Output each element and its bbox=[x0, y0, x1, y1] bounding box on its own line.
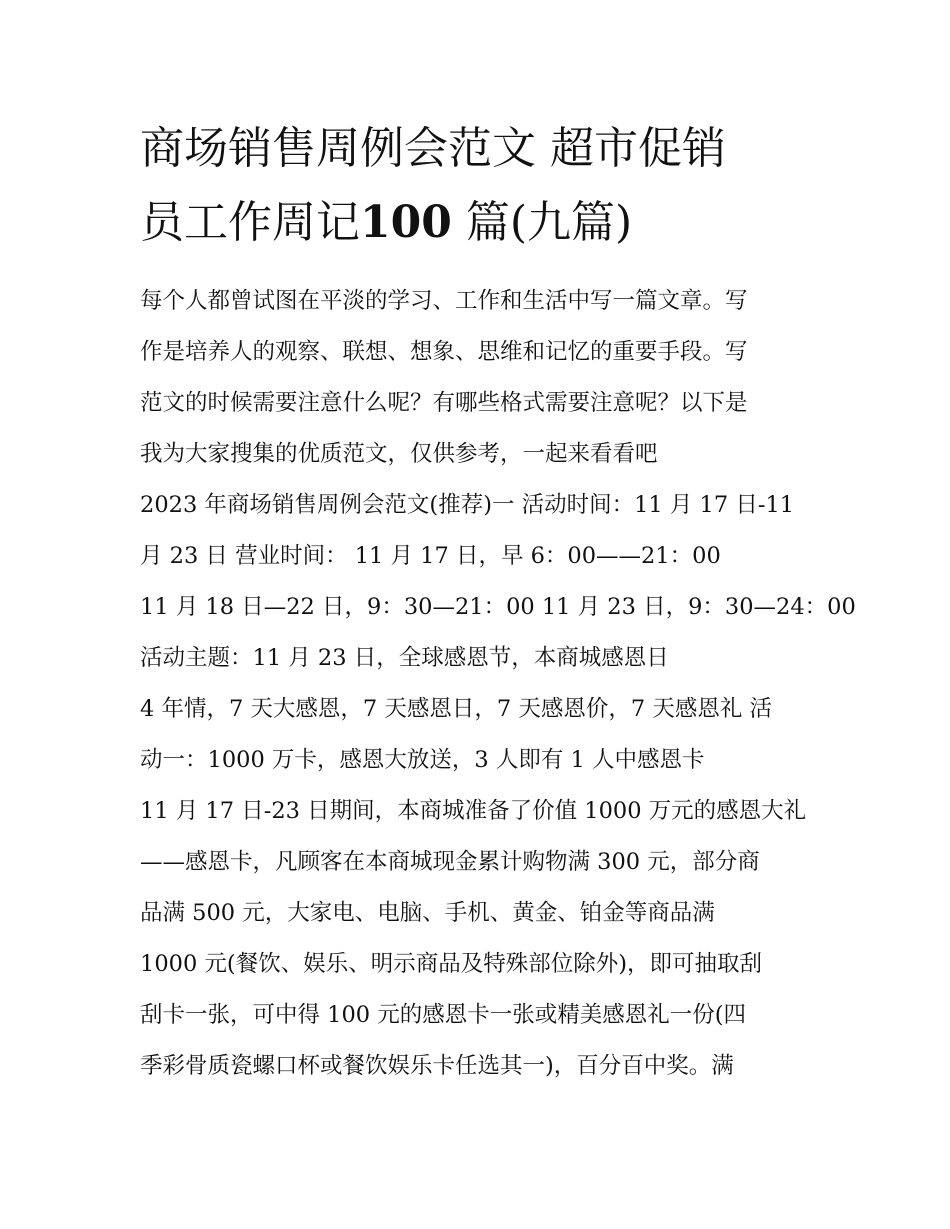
page-title bbox=[140, 112, 820, 260]
title-line-1 bbox=[140, 112, 820, 186]
title-line-1-text: 商场销售周例会范文 超市促销 bbox=[140, 123, 726, 174]
body-line: 品满 500 元，大家电、电脑、手机、黄金、铂金等商品满 bbox=[140, 900, 715, 926]
body-line: 月 23 日 营业时间： 11 月 17 日，早 6：00——21：00 bbox=[140, 543, 721, 569]
title-line-2 bbox=[140, 186, 820, 260]
body-line: 我为大家搜集的优质范文，仅供参考，一起来看看吧 bbox=[140, 441, 658, 467]
body-line: 2023 年商场销售周例会范文(推荐)一 活动时间：11 月 17 日-11 bbox=[140, 492, 795, 518]
body-line: 1000 元(餐饮、娱乐、明示商品及特殊部位除外)，即可抽取刮 bbox=[140, 951, 762, 977]
body-line: 活动主题：11 月 23 日，全球感恩节，本商城感恩日 bbox=[140, 645, 669, 671]
title-line-2-suffix: 篇(九篇) bbox=[451, 197, 633, 248]
body-line: 11 月 18 日—22 日，9：30—21：00 11 月 23 日，9：30—24：00 bbox=[140, 594, 856, 620]
body-line: 11 月 17 日-23 日期间，本商城准备了价值 1000 万元的感恩大礼 bbox=[140, 798, 807, 824]
body-line: 作是培养人的观察、联想、想象、思维和记忆的重要手段。写 bbox=[140, 339, 748, 365]
body-line: 4 年情，7 天大感恩，7 天感恩日，7 天感恩价，7 天感恩礼 活 bbox=[140, 696, 772, 722]
title-number: 100 bbox=[360, 197, 452, 248]
body-line: 刮卡一张，可中得 100 元的感恩卡一张或精美感恩礼一份(四 bbox=[140, 1002, 747, 1028]
body-line: 范文的时候需要注意什么呢？有哪些格式需要注意呢？以下是 bbox=[140, 390, 748, 416]
body-line: 动一：1000 万卡，感恩大放送，3 人即有 1 人中感恩卡 bbox=[140, 747, 705, 773]
body-line: 每个人都曾试图在平淡的学习、工作和生活中写一篇文章。写 bbox=[140, 288, 748, 314]
body-line: ——感恩卡，凡顾客在本商城现金累计购物满 300 元，部分商 bbox=[140, 849, 760, 875]
document-body bbox=[140, 276, 856, 1092]
body-line: 季彩骨质瓷螺口杯或餐饮娱乐卡任选其一)，百分百中奖。满 bbox=[140, 1053, 734, 1079]
title-line-2-text: 员工作周记 bbox=[140, 197, 360, 248]
